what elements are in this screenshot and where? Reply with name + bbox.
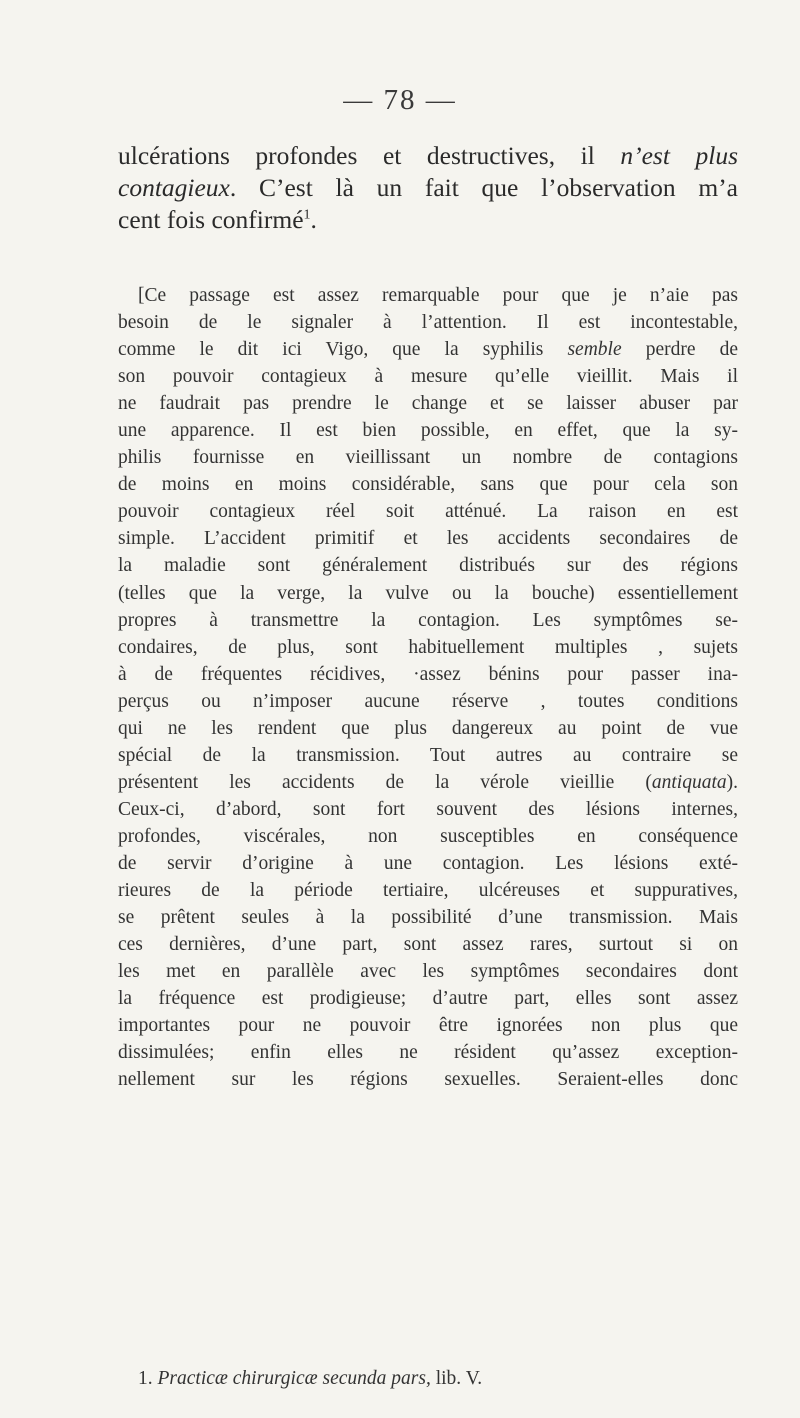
intro-paragraph	[118, 140, 738, 236]
text-line: profondes, viscérales, non susceptibles en conséquence	[118, 825, 738, 847]
footnote-title: Practicæ chirurgicæ secunda pars,	[157, 1368, 431, 1389]
text-line: de moins en moins considérable, sans que pour cela son	[118, 474, 738, 496]
intro-line: cent fois confirmé$^1$.	[118, 205, 317, 234]
text-line: pouvoir contagieux réel soit atténué. La raison en est	[118, 501, 738, 523]
text-line: comme le dit ici Vigo, que la syphilis semble perdre de	[118, 339, 738, 361]
text-line: philis fournisse en vieillissant un nombre de contagions	[118, 447, 738, 469]
text-line: condaires, de plus, sont habituellement multiples , sujets	[118, 636, 738, 658]
intro-line: ulcérations profondes et destructives, il n’est plus	[118, 141, 739, 170]
emphasis: contagieux	[118, 173, 230, 202]
text-line: Ceux-ci, d’abord, sont fort souvent des lésions internes,	[118, 798, 738, 820]
text-line: dissimulées; enfin elles ne résident qu’assez exception-	[118, 1042, 738, 1064]
text-line: présentent les accidents de la vérole vieillie (antiquata).	[118, 771, 738, 793]
intro-line: contagieux. C’est là un fait que l’observation m’a	[118, 173, 738, 202]
text-line: besoin de le signaler à l’attention. Il est incontestable,	[118, 312, 738, 334]
footnote-number: 1.	[138, 1368, 153, 1389]
emphasis: n’est plus	[620, 141, 739, 170]
text-line: la maladie sont généralement distribués sur des régions	[118, 555, 738, 577]
text-line: une apparence. Il est bien possible, en effet, que la sy-	[118, 420, 738, 442]
emphasis: semble	[567, 339, 622, 361]
text-line: simple. L’accident primitif et les accidents secondaires de	[118, 528, 738, 550]
text-line: les met en parallèle avec les symptômes secondaires dont	[118, 961, 738, 983]
text-line: de servir d’origine à une contagion. Les lésions exté-	[118, 852, 738, 874]
text-line: [Ce passage est assez remarquable pour que je n’aie pas	[138, 285, 738, 306]
text-line: propres à transmettre la contagion. Les symptômes se-	[118, 609, 738, 631]
text-line: perçus ou n’imposer aucune réserve , toutes conditions	[118, 690, 738, 712]
text-line: qui ne les rendent que plus dangereux au point de vue	[118, 717, 738, 739]
footnote-marker: 1	[303, 207, 311, 223]
editor-note-paragraph	[118, 282, 738, 1093]
text-line: ces dernières, d’une part, sont assez rares, surtout si on	[118, 934, 738, 956]
text-line: importantes pour ne pouvoir être ignorées non plus que	[118, 1015, 738, 1037]
text-line: ne faudrait pas prendre le change et se laisser abuser par	[118, 393, 738, 415]
text-line: spécial de la transmission. Tout autres au contraire se	[118, 744, 738, 766]
text-line: à de fréquentes récidives, ·assez bénins pour passer ina-	[118, 663, 738, 685]
text-line: son pouvoir contagieux à mesure qu’elle vieillit. Mais il	[118, 366, 738, 388]
footnote	[138, 1366, 738, 1392]
emphasis: antiquata	[651, 771, 727, 793]
text-line: nellement sur les régions sexuelles. Seraient-elles donc	[118, 1069, 738, 1091]
page-number: — 78 —	[343, 84, 457, 116]
text-line: se prêtent seules à la possibilité d’une transmission. Mais	[118, 907, 738, 929]
text-line: (telles que la verge, la vulve ou la bouche) essentiellement	[118, 582, 738, 604]
footnote-reference: lib. V.	[430, 1368, 483, 1389]
text-line: rieures de la période tertiaire, ulcéreuses et suppuratives,	[118, 880, 738, 902]
text-line: la fréquence est prodigieuse; d’autre part, elles sont assez	[118, 988, 738, 1010]
